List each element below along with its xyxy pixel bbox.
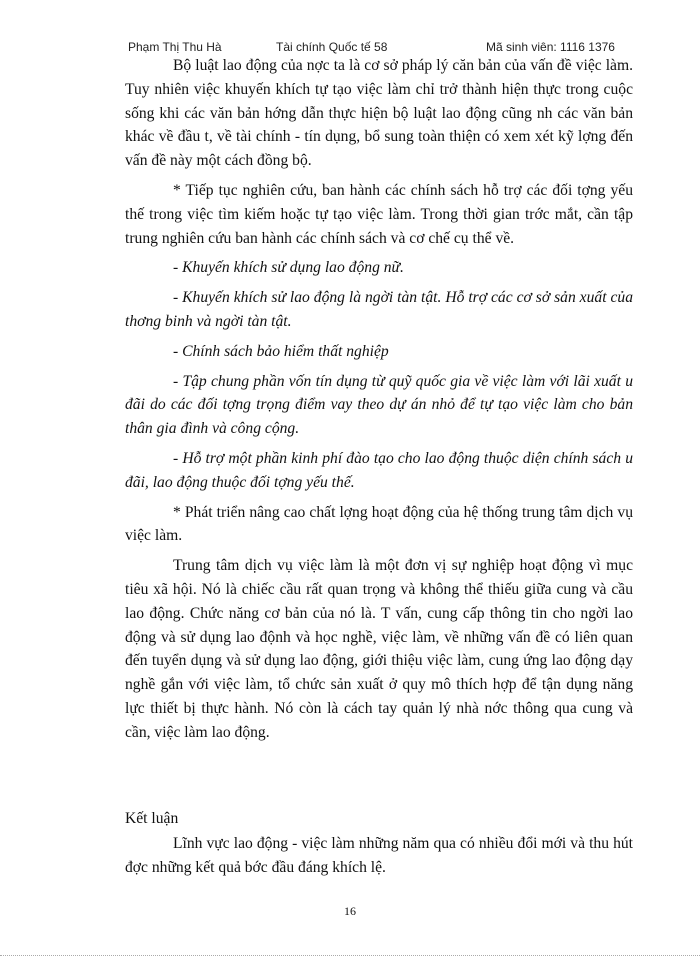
conclusion-text: Lĩnh vực lao động - việc làm những năm qua có nhiều đổi mới và thu hút đợc những kết quả bớc đầu đáng khích lệ.	[125, 835, 633, 877]
list-item: - Khuyến khích sử lao động là ngời tàn tật. Hỗ trợ các cơ sở sản xuất của thơng binh và ngời tàn tật.	[125, 289, 633, 330]
paragraph-employment-centers: * Phát triển nâng cao chất lợng hoạt động của hệ thống trung tâm dịch vụ việc làm.	[125, 503, 633, 545]
list-item: - Tập chung phần vốn tín dụng từ quỹ quốc gia về việc làm với lãi xuất u đãi do các đối tợng trọng điểm vay theo dự án nhỏ để tự tạo việc làm cho bản thân gia đình và công cộng.	[125, 372, 633, 438]
page-body	[125, 54, 633, 886]
paragraph-support-policies: * Tiếp tục nghiên cứu, ban hành các chính sách hỗ trợ các đối tợng yếu thế trong việc tìm kiếm hoặc tự tạo việc làm. Trong thời gian trớc mắt, cần tập trung nghiên cứu ban hành các chính sách và cơ chế cụ thể về.	[125, 181, 633, 247]
page-bottom-divider	[0, 955, 700, 956]
list-item: - Chính sách bảo hiểm thất nghiệp	[173, 342, 389, 360]
paragraph-center-functions: Trung tâm dịch vụ việc làm là một đơn vị sự nghiệp hoạt động vì mục tiêu xã hội. Nó là chiếc cầu rất quan trọng và không thể thiếu giữa cung và cầu lao động. Chức năng cơ bản của nó là. T vấn, cung cấp thông tin cho ngời lao động và sử dụng lao độnh và học nghề, việc làm, về những vấn đề có liên quan đến tuyển dụng và sử dụng lao động, giới thiệu việc làm, cung ứng lao động dạy nghề gắn với việc làm, tổ chức sản xuất ở quy mô thích hợp để tận dụng năng lực thiết bị thực hành. Nó còn là cách tay quản lý nhà nớc thông qua cung và cần, việc làm lao động.	[125, 557, 633, 741]
page-number: 16	[344, 904, 356, 918]
header-author: Phạm Thị Thu Hà	[128, 40, 222, 54]
paragraph-labor-code: Bộ luật lao động của nợc ta là cơ sở pháp lý căn bản của vấn đề việc làm. Tuy nhiên việc khuyến khích tự tạo việc làm chỉ trở thành hiện thực trong cuộc sống khi các văn bản hớng dẫn thực hiện bộ luật lao động cũng nh các văn bản khác về đầu t, về tài chính - tín dụng, bổ sung toàn thiện có xem xét kỹ lợng đến vấn đề này một cách đồng bộ.	[125, 57, 633, 170]
conclusion-heading: Kết luận	[125, 809, 179, 827]
header-class: Tài chính Quốc tế 58	[276, 40, 388, 54]
list-item: - Hỗ trợ một phần kinh phí đào tạo cho lao động thuộc diện chính sách u đãi, lao động thuộc đối tợng yếu thế.	[125, 449, 633, 491]
list-item: - Khuyến khích sử dụng lao động nữ.	[173, 259, 404, 277]
header-student-id: Mã sinh viên: 1116 1376	[486, 40, 615, 54]
